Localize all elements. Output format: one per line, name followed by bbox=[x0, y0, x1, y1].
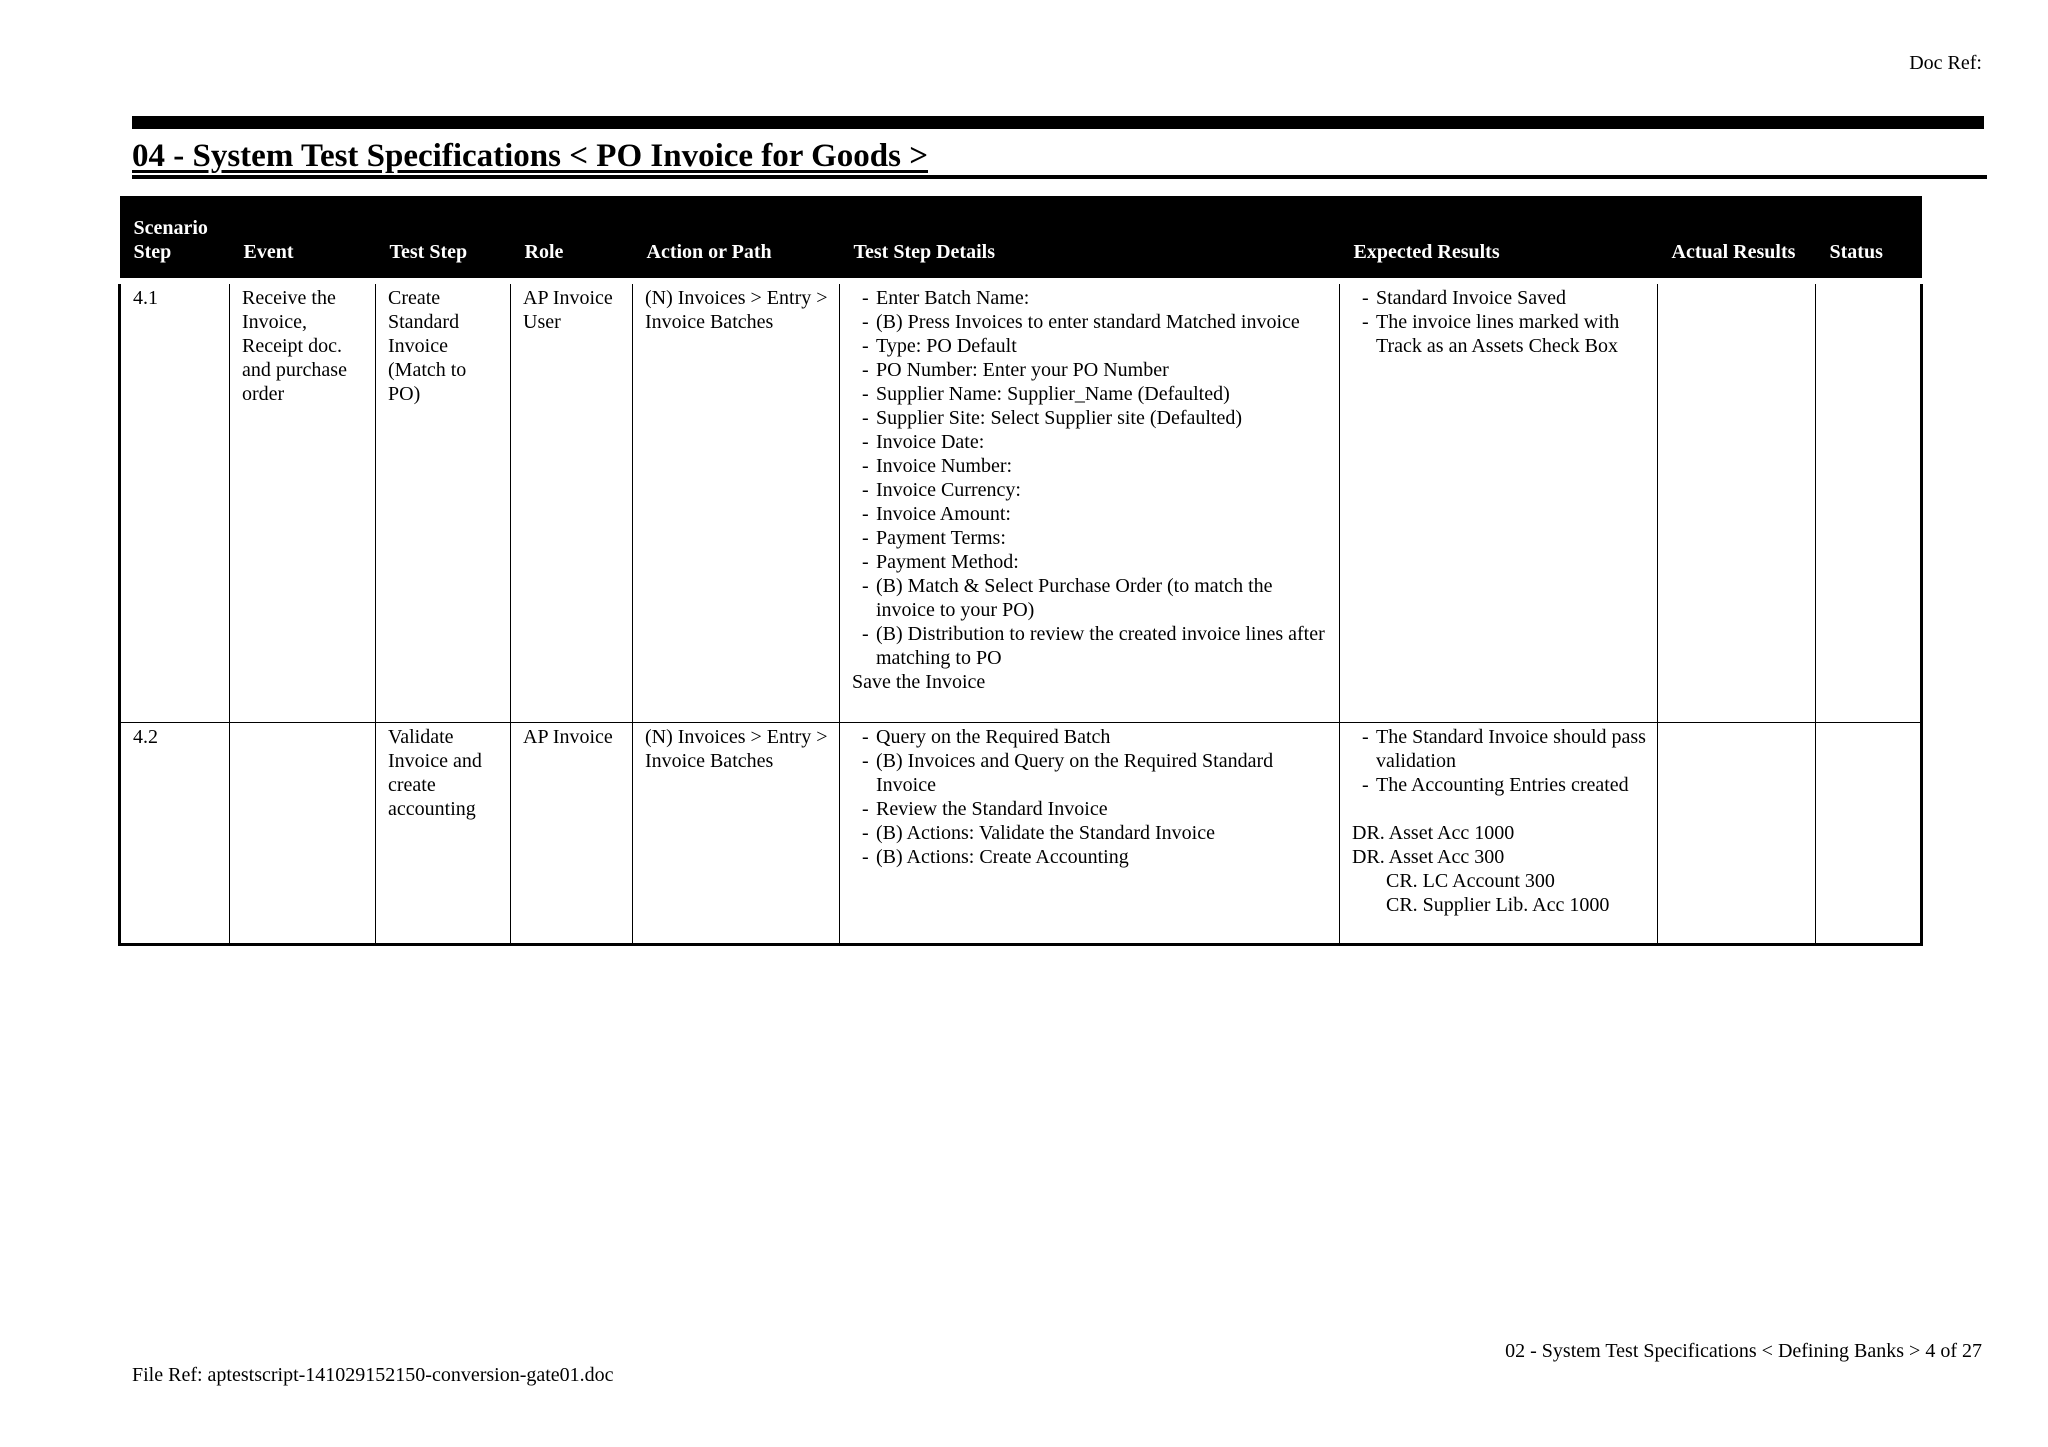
cell-expected bbox=[1340, 281, 1658, 723]
cell-actual bbox=[1658, 281, 1816, 723]
list-item: - Supplier Site: Select Supplier site (Defaulted) bbox=[852, 406, 1329, 430]
col-header-event: Event bbox=[230, 196, 376, 281]
list-item: - The invoice lines marked with Track as an Assets Check Box bbox=[1352, 310, 1647, 358]
cell-event bbox=[230, 723, 376, 945]
list-item: - (B) Match & Select Purchase Order (to match the invoice to your PO) bbox=[852, 574, 1329, 622]
header-row bbox=[120, 196, 1922, 281]
cell-role: AP Invoice User bbox=[511, 281, 633, 723]
list-item: - The Accounting Entries created bbox=[1352, 773, 1647, 797]
list-item: - Query on the Required Batch bbox=[852, 725, 1329, 749]
list-item: - Invoice Date: bbox=[852, 430, 1329, 454]
cell-event: Receive the Invoice, Receipt doc. and purchase order bbox=[230, 281, 376, 723]
expected-list bbox=[1352, 286, 1647, 358]
cell-status bbox=[1816, 281, 1922, 723]
col-header-action-path: Action or Path bbox=[633, 196, 840, 281]
col-header-test-step: Test Step bbox=[376, 196, 511, 281]
list-item: - (B) Actions: Create Accounting bbox=[852, 845, 1329, 869]
accounting-entry-credit: CR. Supplier Lib. Acc 1000 bbox=[1386, 894, 1610, 916]
list-item: - Invoice Amount: bbox=[852, 502, 1329, 526]
list-item: - Type: PO Default bbox=[852, 334, 1329, 358]
cell-status bbox=[1816, 723, 1922, 945]
spacer bbox=[1352, 797, 1647, 821]
cell-details bbox=[840, 723, 1340, 945]
cell-test-step: Create Standard Invoice (Match to PO) bbox=[376, 281, 511, 723]
cell-action-path: (N) Invoices > Entry > Invoice Batches bbox=[633, 723, 840, 945]
list-item: - (B) Distribution to review the created invoice lines after matching to PO bbox=[852, 622, 1329, 670]
list-item: - Review the Standard Invoice bbox=[852, 797, 1329, 821]
cell-details bbox=[840, 281, 1340, 723]
list-item: - (B) Actions: Validate the Standard Invoice bbox=[852, 821, 1329, 845]
accounting-entry-debit: DR. Asset Acc 1000 bbox=[1352, 822, 1515, 844]
page-title: 04 - System Test Specifications < PO Invoice for Goods > bbox=[132, 138, 928, 174]
details-note: Save the Invoice bbox=[852, 671, 986, 693]
cell-role: AP Invoice bbox=[511, 723, 633, 945]
col-header-status: Status bbox=[1816, 196, 1922, 281]
table-row bbox=[120, 723, 1922, 945]
title-rule bbox=[132, 175, 1987, 179]
page-info: 02 - System Test Specifications < Defining Banks > 4 of 27 bbox=[1505, 1340, 1982, 1362]
list-item: - Standard Invoice Saved bbox=[1352, 286, 1647, 310]
list-item: - (B) Invoices and Query on the Required Standard Invoice bbox=[852, 749, 1329, 797]
table-row bbox=[120, 281, 1922, 723]
list-item: - The Standard Invoice should pass validation bbox=[1352, 725, 1647, 773]
col-header-details: Test Step Details bbox=[840, 196, 1340, 281]
cell-actual bbox=[1658, 723, 1816, 945]
header-bar bbox=[132, 116, 1984, 129]
list-item: - Enter Batch Name: bbox=[852, 286, 1329, 310]
list-item: - Payment Method: bbox=[852, 550, 1329, 574]
list-item: - (B) Press Invoices to enter standard Matched invoice bbox=[852, 310, 1329, 334]
list-item: - Supplier Name: Supplier_Name (Defaulted) bbox=[852, 382, 1329, 406]
details-list bbox=[852, 286, 1329, 670]
col-header-role: Role bbox=[511, 196, 633, 281]
cell-scenario-step: 4.1 bbox=[120, 281, 230, 723]
list-item: - Invoice Currency: bbox=[852, 478, 1329, 502]
file-ref: File Ref: aptestscript-141029152150-conversion-gate01.doc bbox=[132, 1364, 614, 1386]
test-spec-table bbox=[118, 196, 1923, 946]
list-item: - Payment Terms: bbox=[852, 526, 1329, 550]
cell-action-path: (N) Invoices > Entry > Invoice Batches bbox=[633, 281, 840, 723]
accounting-entry-credit: CR. LC Account 300 bbox=[1386, 870, 1555, 892]
doc-ref: Doc Ref: bbox=[1909, 52, 1982, 74]
cell-expected bbox=[1340, 723, 1658, 945]
cell-scenario-step: 4.2 bbox=[120, 723, 230, 945]
col-header-scenario-step: Scenario Step bbox=[120, 196, 230, 281]
expected-list bbox=[1352, 725, 1647, 797]
col-header-expected: Expected Results bbox=[1340, 196, 1658, 281]
accounting-entry-debit: DR. Asset Acc 300 bbox=[1352, 846, 1505, 868]
col-header-actual: Actual Results bbox=[1658, 196, 1816, 281]
list-item: - Invoice Number: bbox=[852, 454, 1329, 478]
list-item: - PO Number: Enter your PO Number bbox=[852, 358, 1329, 382]
details-list bbox=[852, 725, 1329, 869]
cell-test-step: Validate Invoice and create accounting bbox=[376, 723, 511, 945]
